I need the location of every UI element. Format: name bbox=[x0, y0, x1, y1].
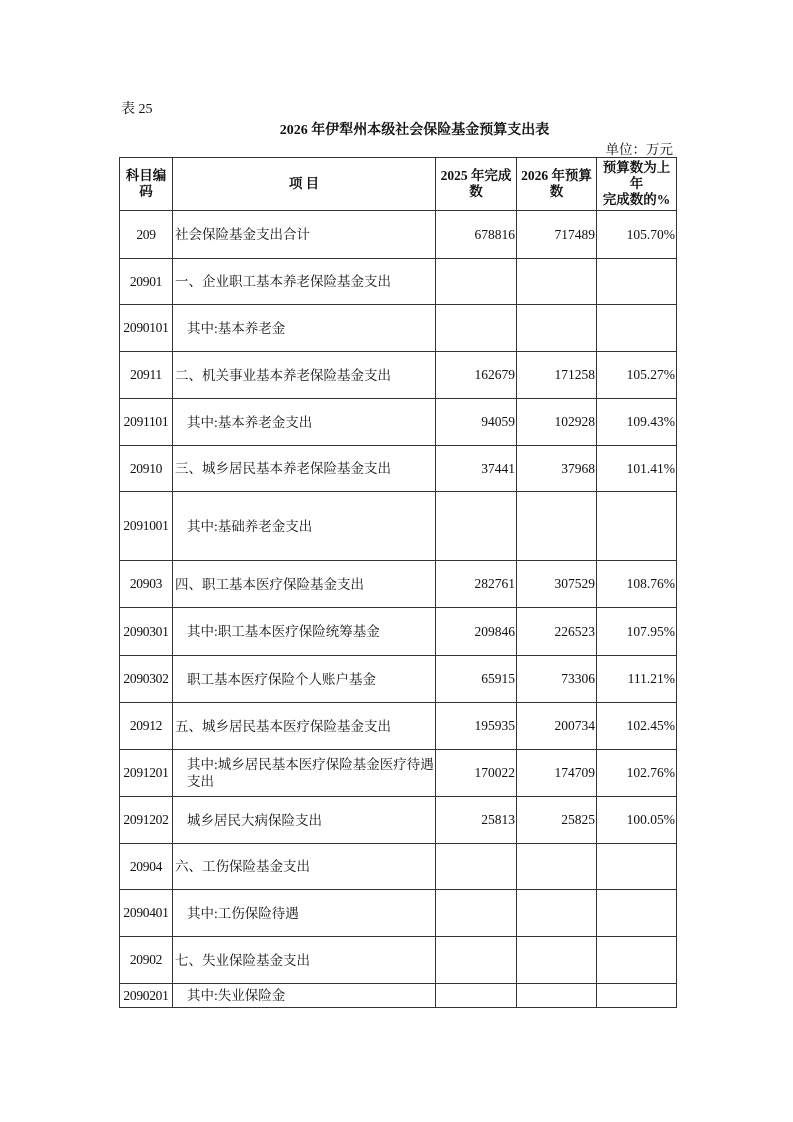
table-row bbox=[120, 703, 677, 750]
row-ratio: 107.95% bbox=[597, 608, 677, 656]
row-item-name: 七、失业保险基金支出 bbox=[173, 937, 436, 984]
row-ratio: 109.43% bbox=[597, 399, 677, 446]
row-code: 20910 bbox=[120, 446, 173, 492]
row-budget-2026 bbox=[517, 492, 597, 561]
row-item-name: 城乡居民大病保险支出 bbox=[173, 797, 436, 844]
row-budget-2026: 174709 bbox=[517, 750, 597, 797]
header-completed-line1: 2025 年完成 bbox=[440, 168, 512, 183]
header-completed-line2: 数 bbox=[469, 184, 483, 199]
row-code: 20901 bbox=[120, 259, 173, 305]
row-code: 2091101 bbox=[120, 399, 173, 446]
row-item-name: 其中:城乡居民基本医疗保险基金医疗待遇支出 bbox=[173, 750, 436, 797]
row-item-name: 社会保险基金支出合计 bbox=[173, 211, 436, 259]
row-code: 20903 bbox=[120, 561, 173, 608]
row-item-name: 其中:失业保险金 bbox=[173, 984, 436, 1008]
row-completed-2025: 678816 bbox=[436, 211, 517, 259]
header-budget-line1: 2026 年预算 bbox=[521, 168, 592, 183]
row-code: 2090201 bbox=[120, 984, 173, 1008]
row-item-name: 六、工伤保险基金支出 bbox=[173, 844, 436, 890]
row-budget-2026: 307529 bbox=[517, 561, 597, 608]
row-code: 20904 bbox=[120, 844, 173, 890]
table-row bbox=[120, 750, 677, 797]
row-completed-2025: 195935 bbox=[436, 703, 517, 750]
row-completed-2025: 209846 bbox=[436, 608, 517, 656]
row-code: 2090302 bbox=[120, 656, 173, 703]
row-item-name: 五、城乡居民基本医疗保险基金支出 bbox=[173, 703, 436, 750]
row-budget-2026: 102928 bbox=[517, 399, 597, 446]
row-budget-2026 bbox=[517, 937, 597, 984]
row-completed-2025: 162679 bbox=[436, 352, 517, 399]
header-code bbox=[120, 158, 173, 211]
row-completed-2025: 282761 bbox=[436, 561, 517, 608]
header-row bbox=[120, 158, 677, 211]
row-completed-2025: 94059 bbox=[436, 399, 517, 446]
row-budget-2026 bbox=[517, 305, 597, 352]
row-ratio: 108.76% bbox=[597, 561, 677, 608]
header-ratio bbox=[597, 158, 677, 211]
row-item-name: 其中:基本养老金 bbox=[173, 305, 436, 352]
row-item-name: 职工基本医疗保险个人账户基金 bbox=[173, 656, 436, 703]
row-completed-2025: 37441 bbox=[436, 446, 517, 492]
table-row bbox=[120, 399, 677, 446]
row-code: 2091202 bbox=[120, 797, 173, 844]
row-ratio bbox=[597, 259, 677, 305]
row-ratio: 105.70% bbox=[597, 211, 677, 259]
row-ratio: 102.45% bbox=[597, 703, 677, 750]
row-item-name: 其中:基本养老金支出 bbox=[173, 399, 436, 446]
row-item-name: 其中:工伤保险待遇 bbox=[173, 890, 436, 937]
row-completed-2025: 170022 bbox=[436, 750, 517, 797]
table-row bbox=[120, 890, 677, 937]
header-code-line1: 科目编 bbox=[125, 168, 167, 183]
header-item: 项 目 bbox=[173, 158, 436, 211]
header-ratio-line1: 预算数为上 bbox=[602, 160, 671, 175]
row-completed-2025 bbox=[436, 492, 517, 561]
row-code: 2090101 bbox=[120, 305, 173, 352]
row-completed-2025 bbox=[436, 890, 517, 937]
row-budget-2026 bbox=[517, 844, 597, 890]
row-item-name: 其中:基础养老金支出 bbox=[173, 492, 436, 561]
row-ratio bbox=[597, 492, 677, 561]
row-ratio: 105.27% bbox=[597, 352, 677, 399]
header-completed-2025 bbox=[436, 158, 517, 211]
table-row bbox=[120, 608, 677, 656]
row-ratio bbox=[597, 890, 677, 937]
unit-label: 单位：万元 bbox=[605, 142, 673, 157]
row-code: 2091201 bbox=[120, 750, 173, 797]
row-code: 209 bbox=[120, 211, 173, 259]
row-ratio bbox=[597, 844, 677, 890]
row-ratio bbox=[597, 305, 677, 352]
row-completed-2025 bbox=[436, 305, 517, 352]
row-budget-2026: 717489 bbox=[517, 211, 597, 259]
row-code: 2091001 bbox=[120, 492, 173, 561]
row-completed-2025: 65915 bbox=[436, 656, 517, 703]
page-title: 2026 年伊犁州本级社会保险基金预算支出表 bbox=[279, 123, 550, 138]
row-ratio bbox=[597, 937, 677, 984]
row-code: 20902 bbox=[120, 937, 173, 984]
row-item-name: 三、城乡居民基本养老保险基金支出 bbox=[173, 446, 436, 492]
row-budget-2026 bbox=[517, 259, 597, 305]
table-row bbox=[120, 561, 677, 608]
header-ratio-line3: 完成数的% bbox=[602, 192, 671, 207]
row-budget-2026: 73306 bbox=[517, 656, 597, 703]
table-row bbox=[120, 656, 677, 703]
table-row bbox=[120, 937, 677, 984]
row-ratio: 102.76% bbox=[597, 750, 677, 797]
table-number: 表 25 bbox=[121, 102, 153, 117]
table-row bbox=[120, 492, 677, 561]
header-budget-2026 bbox=[517, 158, 597, 211]
row-completed-2025: 25813 bbox=[436, 797, 517, 844]
table-row bbox=[120, 844, 677, 890]
table-row bbox=[120, 797, 677, 844]
row-completed-2025 bbox=[436, 844, 517, 890]
row-budget-2026: 200734 bbox=[517, 703, 597, 750]
row-code: 20911 bbox=[120, 352, 173, 399]
row-item-name: 一、企业职工基本养老保险基金支出 bbox=[173, 259, 436, 305]
row-code: 2090301 bbox=[120, 608, 173, 656]
table-row bbox=[120, 259, 677, 305]
row-budget-2026: 25825 bbox=[517, 797, 597, 844]
row-item-name: 二、机关事业基本养老保险基金支出 bbox=[173, 352, 436, 399]
table-row bbox=[120, 984, 677, 1008]
row-ratio: 101.41% bbox=[597, 446, 677, 492]
row-ratio: 100.05% bbox=[597, 797, 677, 844]
row-item-name: 其中:职工基本医疗保险统筹基金 bbox=[173, 608, 436, 656]
row-completed-2025 bbox=[436, 937, 517, 984]
row-budget-2026 bbox=[517, 984, 597, 1008]
table-row bbox=[120, 211, 677, 259]
row-budget-2026: 171258 bbox=[517, 352, 597, 399]
row-budget-2026 bbox=[517, 890, 597, 937]
budget-expenditure-table bbox=[119, 157, 677, 1008]
row-budget-2026: 226523 bbox=[517, 608, 597, 656]
header-budget-line2: 数 bbox=[549, 184, 564, 199]
row-code: 2090401 bbox=[120, 890, 173, 937]
table-row bbox=[120, 305, 677, 352]
header-ratio-line2: 年 bbox=[629, 176, 644, 191]
header-code-line2: 码 bbox=[139, 184, 153, 199]
row-code: 20912 bbox=[120, 703, 173, 750]
row-completed-2025 bbox=[436, 984, 517, 1008]
row-ratio bbox=[597, 984, 677, 1008]
row-ratio: 111.21% bbox=[597, 656, 677, 703]
row-completed-2025 bbox=[436, 259, 517, 305]
table-row bbox=[120, 446, 677, 492]
table-row bbox=[120, 352, 677, 399]
row-item-name: 四、职工基本医疗保险基金支出 bbox=[173, 561, 436, 608]
row-budget-2026: 37968 bbox=[517, 446, 597, 492]
